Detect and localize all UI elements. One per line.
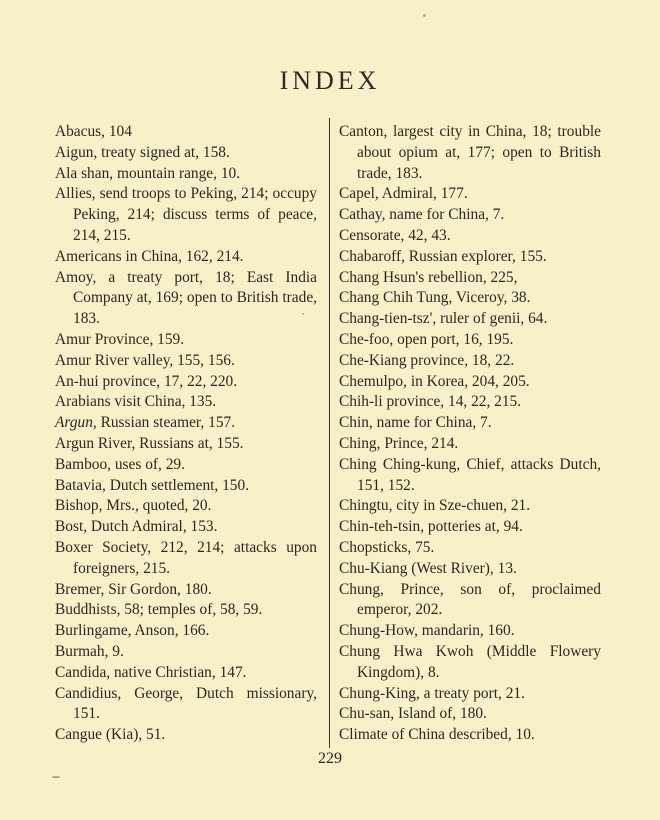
index-entry: Che-Kiang province, 18, 22. (339, 351, 515, 369)
index-entry: Chemulpo, in Korea, 204, 205. (339, 372, 530, 390)
index-entry: Chung, Prince, son of, proclaimed emperor, 202. (339, 580, 601, 619)
index-entry: Censorate, 42, 43. (339, 226, 451, 244)
index-entry: Allies, send troops to Peking, 214; occupy Peking, 214; discuss terms of peace, 214, 215. (55, 185, 317, 244)
index-entry: Aigun, treaty signed at, 158. (55, 143, 230, 161)
index-entry: Chin, name for China, 7. (339, 414, 492, 432)
index-entry: Chung-How, mandarin, 160. (339, 622, 515, 640)
index-entry-argun-steamer (55, 413, 317, 434)
index-entry: Capel, Admiral, 177. (339, 185, 468, 203)
index-entry: Chingtu, city in Sze-chuen, 21. (339, 497, 531, 515)
index-entry: Abacus, 104 (55, 123, 132, 140)
index-entry: Argun River, Russians at, 155. (55, 434, 244, 452)
page-title: INDEX (279, 66, 381, 95)
index-entry: Chang Hsun's rebellion, 225, (339, 268, 518, 286)
index-entry: Chang Chih Tung, Viceroy, 38. (339, 289, 531, 307)
index-entry: Climate of China described, 10. (339, 726, 535, 744)
index-entry: Chih-li province, 14, 22, 215. (339, 393, 522, 411)
index-entry: Canton, largest city in China, 18; trouble about opium at, 177; open to British trade, 183. (339, 123, 601, 182)
index-entry: Boxer Society, 212, 214; attacks upon foreigners, 215. (55, 538, 317, 577)
index-entry: Chin-teh-tsin, potteries at, 94. (339, 518, 523, 536)
index-entry: Che-foo, open port, 16, 195. (339, 330, 514, 348)
index-entry: Bamboo, uses of, 29. (55, 455, 185, 473)
index-entry: Candidius, George, Dutch missionary, 151. (55, 684, 317, 723)
index-entry: Ching, Prince, 214. (339, 434, 459, 452)
column-divider (329, 118, 330, 748)
index-entry: Bremer, Sir Gordon, 180. (55, 580, 212, 598)
index-entry: Americans in China, 162, 214. (55, 247, 244, 265)
index-entry: Chopsticks, 75. (339, 538, 435, 556)
index-entry: Ala shan, mountain range, 10. (55, 164, 241, 182)
index-entry: Ching Ching-kung, Chief, attacks Dutch, 151, 152. (339, 455, 601, 494)
index-entry: Cathay, name for China, 7. (339, 206, 505, 224)
index-entry: Bost, Dutch Admiral, 153. (55, 518, 218, 536)
index-entry: An-hui province, 17, 22, 220. (55, 372, 238, 390)
index-entry-italic-term: Argun (55, 414, 93, 432)
index-entry: Burlingame, Anson, 166. (55, 622, 210, 640)
index-entry: Chang-tien-tsz', ruler of genii, 64. (339, 310, 548, 328)
index-entry: Burmah, 9. (55, 642, 124, 660)
index-entry: Chung-King, a treaty port, 21. (339, 684, 525, 702)
paper-speck (52, 776, 60, 778)
index-entry: Bishop, Mrs., quoted, 20. (55, 497, 212, 515)
index-entry: Chung Hwa Kwoh (Middle Flowery Kingdom), 8. (339, 642, 601, 681)
index-column-left (55, 122, 317, 746)
page-number: 229 (318, 750, 342, 767)
index-entry: Chu-Kiang (West River), 13. (339, 559, 517, 577)
index-entry-text: , Russian steamer, 157. (92, 414, 236, 432)
index-column-right (339, 122, 601, 746)
index-entry: Amur Province, 159. (55, 330, 185, 348)
index-entry: Batavia, Dutch settlement, 150. (55, 476, 250, 494)
index-entry: Amoy, a treaty port, 18; East India Company at, 169; open to British trade, 183. (55, 268, 317, 328)
index-entry: Arabians visit China, 135. (55, 393, 217, 411)
paper-speck (302, 313, 304, 315)
index-entry: Chu-san, Island of, 180. (339, 705, 487, 723)
index-entry: Buddhists, 58; temples of, 58, 59. (55, 601, 263, 619)
index-entry: Amur River valley, 155, 156. (55, 351, 235, 369)
index-entry: Chabaroff, Russian explorer, 155. (339, 247, 547, 265)
index-entry: Cangue (Kia), 51. (55, 726, 166, 744)
paper-speck (423, 14, 426, 17)
index-entry: Candida, native Christian, 147. (55, 663, 247, 681)
